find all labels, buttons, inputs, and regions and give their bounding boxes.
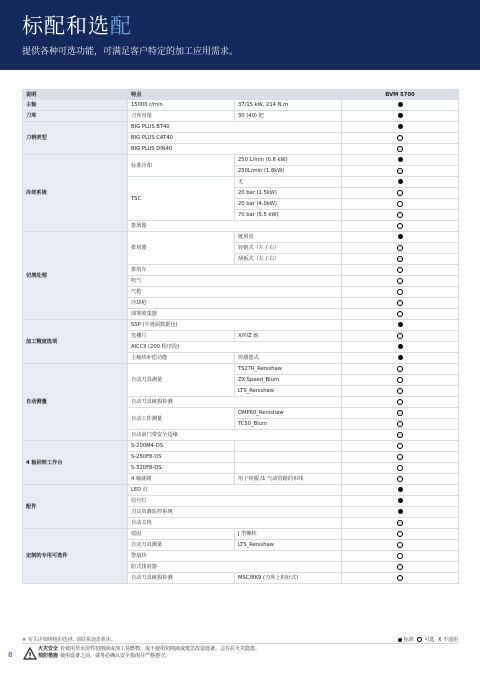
- detail-cell: 链屑盘: [235, 232, 342, 243]
- optional-icon: [397, 410, 403, 416]
- table-header-row: [23, 90, 459, 100]
- optional-icon: [397, 377, 403, 383]
- feature-cell: 冷却枪: [128, 298, 342, 309]
- detail-cell: [235, 452, 342, 463]
- mark-cell: [342, 452, 459, 463]
- title-accent: 配: [110, 14, 132, 38]
- feature-cell: 排屑器: [128, 232, 235, 265]
- feature-cell: 防式排屑器: [128, 562, 342, 573]
- optional-icon: [397, 300, 403, 306]
- standard-icon: [398, 509, 403, 514]
- legend-optional: 可选: [424, 637, 435, 643]
- mark-cell: [342, 441, 459, 452]
- feature-cell: 自动刀具测量: [128, 540, 235, 551]
- table-row: [23, 320, 459, 331]
- feature-cell: TSC: [128, 177, 235, 221]
- standard-icon: [398, 124, 403, 129]
- feature-cell: 4 轴就绪: [128, 474, 235, 485]
- mark-cell: [342, 232, 459, 243]
- mark-cell: [342, 199, 459, 210]
- mark-cell: [342, 309, 459, 320]
- mark-cell: [342, 265, 459, 276]
- detail-cell: 用于伺服 /1 气动管路的布线: [235, 474, 342, 485]
- optional-icon: [397, 289, 403, 295]
- table-row: [23, 100, 459, 111]
- page-title: [22, 14, 132, 38]
- mark-cell: [342, 177, 459, 188]
- mark-cell: [342, 408, 459, 419]
- feature-cell: 警扇块: [128, 551, 342, 562]
- optional-icon: [397, 465, 403, 471]
- feature-cell: 吹气: [128, 276, 342, 287]
- standard-icon: [398, 344, 403, 349]
- optional-icon: [397, 542, 403, 548]
- detail-cell: 30 (40) 把: [235, 111, 342, 122]
- feature-cell: S-200M4-DS: [128, 441, 235, 452]
- mark-cell: [342, 353, 459, 364]
- group-cell: 切屑处理: [23, 232, 128, 320]
- feature-cell: AICCII (200 程序段): [128, 342, 342, 353]
- group-cell: 加工精度选项: [23, 320, 128, 364]
- group-cell: 冷却系统: [23, 155, 128, 232]
- header-feature: 特点: [128, 90, 342, 100]
- optional-icon: [397, 388, 403, 394]
- mark-cell: [342, 397, 459, 408]
- mark-cell: [342, 331, 459, 342]
- feature-cell: 刀库容量: [128, 111, 235, 122]
- warning-label-1: 火灾安全: [38, 646, 59, 652]
- mark-cell: [342, 573, 459, 584]
- table-row: [23, 441, 459, 452]
- optional-icon: [397, 190, 403, 196]
- feature-cell: 标准冷却: [128, 155, 235, 177]
- mark-cell: [342, 518, 459, 529]
- detail-cell: J 型螺栓: [235, 529, 342, 540]
- legend-standard: 标准: [403, 637, 414, 643]
- mark-cell: [342, 298, 459, 309]
- spec-table: [22, 89, 459, 584]
- optional-icon: [397, 256, 403, 262]
- warning-label-2: 预防措施: [38, 653, 59, 659]
- mark-cell: [342, 100, 459, 111]
- optional-icon: [397, 212, 403, 218]
- optional-icon: [397, 278, 403, 284]
- optional-icon: [417, 637, 422, 642]
- detail-cell: 250L/min (1.8kW): [235, 166, 342, 177]
- mark-cell: [342, 342, 459, 353]
- feature-cell: 光栅尺: [128, 331, 235, 342]
- table-row: [23, 232, 459, 243]
- feature-cell: 自动刀具破损检测: [128, 573, 235, 584]
- mark-cell: [342, 287, 459, 298]
- optional-icon: [397, 476, 403, 482]
- detail-cell: 无: [235, 177, 342, 188]
- legend-not-applicable: X 不适用: [437, 637, 458, 643]
- optional-icon: [397, 531, 403, 537]
- legend: [396, 636, 458, 643]
- standard-icon: [398, 234, 403, 239]
- mark-cell: [342, 133, 459, 144]
- detail-cell: 250 L/min (0.6 kW): [235, 155, 342, 166]
- mark-cell: [342, 463, 459, 474]
- detail-cell: ZX Speed_Blum: [235, 375, 342, 386]
- feature-cell: BIG PLUS CAT40: [128, 133, 342, 144]
- mark-cell: [342, 529, 459, 540]
- optional-icon: [397, 146, 403, 152]
- feature-cell: BIG PLUS DIN40: [128, 144, 342, 155]
- detail-cell: 传感器式: [235, 353, 342, 364]
- feature-cell: 主轴热补偿功能: [128, 353, 235, 364]
- footnote: ※ 有关详细规格的选择, 请联系迪恩机床。: [22, 637, 116, 643]
- group-cell: 4 轴回转工作台: [23, 441, 128, 485]
- optional-icon: [397, 432, 403, 438]
- feature-cell: 自动前门带安全边缘: [128, 430, 342, 441]
- feature-cell: 信号灯: [128, 496, 342, 507]
- mark-cell: [342, 221, 459, 232]
- detail-cell: [235, 463, 342, 474]
- feature-cell: S-250F8-DS: [128, 452, 235, 463]
- detail-cell: 20 bar (1.5kW): [235, 188, 342, 199]
- group-cell: 自动测量: [23, 364, 128, 441]
- detail-cell: 20 bar (4.0kW): [235, 199, 342, 210]
- optional-icon: [397, 399, 403, 405]
- standard-icon: [398, 179, 403, 184]
- feature-cell: 15000 r/min: [128, 100, 235, 111]
- mark-cell: [342, 144, 459, 155]
- detail-cell: [235, 441, 342, 452]
- feature-cell: BIG PLUS BT40: [128, 122, 342, 133]
- optional-icon: [397, 564, 403, 570]
- group-cell: 配件: [23, 485, 128, 529]
- optional-icon: [397, 575, 403, 581]
- mark-cell: [342, 375, 459, 386]
- mark-cell: [342, 485, 459, 496]
- title-main: 标配和选: [22, 14, 110, 38]
- page-subtitle: 提供各种可选功能，可满足客户特定的加工应用需求。: [22, 47, 239, 57]
- feature-cell: 排屑车: [128, 265, 342, 276]
- feature-cell: SSP (平滑面数据包): [128, 320, 342, 331]
- footer-divider: [22, 643, 458, 644]
- table-row: [23, 529, 459, 540]
- standard-icon: [398, 498, 403, 503]
- mark-cell: [342, 496, 459, 507]
- mark-cell: [342, 540, 459, 551]
- header-model: BVM 5700: [342, 90, 459, 100]
- optional-icon: [397, 135, 403, 141]
- standard-icon: [398, 113, 403, 118]
- group-cell: 刀柄类型: [23, 122, 128, 155]
- table-row: [23, 155, 459, 166]
- mark-cell: [342, 320, 459, 331]
- mark-cell: [342, 551, 459, 562]
- mark-cell: [342, 474, 459, 485]
- mark-cell: [342, 188, 459, 199]
- mark-cell: [342, 166, 459, 177]
- group-cell: 定制的专用可选件: [23, 529, 128, 584]
- page-number: 8: [8, 651, 13, 659]
- optional-icon: [397, 267, 403, 273]
- mark-cell: [342, 430, 459, 441]
- feature-cell: 镗固: [128, 529, 235, 540]
- feature-cell: 刀具负载监控系统: [128, 507, 342, 518]
- optional-icon: [397, 443, 403, 449]
- mark-cell: [342, 419, 459, 430]
- optional-icon: [397, 454, 403, 460]
- mark-cell: [342, 210, 459, 221]
- optional-icon: [397, 333, 403, 339]
- mark-cell: [342, 507, 459, 518]
- optional-icon: [397, 168, 403, 174]
- detail-cell: 70 bar (5.5 kW): [235, 210, 342, 221]
- optional-icon: [397, 311, 403, 317]
- mark-cell: [342, 254, 459, 265]
- optional-icon: [397, 245, 403, 251]
- optional-icon: [397, 520, 403, 526]
- optional-icon: [397, 201, 403, 207]
- standard-icon: [398, 487, 403, 492]
- detail-cell: X/Y/Z 轴: [235, 331, 342, 342]
- detail-cell: MSC/BK9 (刀库上的针式): [235, 573, 342, 584]
- feature-cell: 气枪: [128, 287, 342, 298]
- feature-cell: 油雾收集器: [128, 309, 342, 320]
- detail-cell: 铰链式（左 / 右）: [235, 243, 342, 254]
- table-row: [23, 111, 459, 122]
- detail-cell: 刮板式（左 / 右）: [235, 254, 342, 265]
- standard-icon: [398, 638, 402, 642]
- table-row: [23, 485, 459, 496]
- mark-cell: [342, 562, 459, 573]
- header-desc: 说明: [23, 90, 128, 100]
- mark-cell: [342, 386, 459, 397]
- warning-text-2: 使用设备之前，请务必确认安全指南并严格遵守。: [60, 653, 171, 659]
- optional-icon: [397, 421, 403, 427]
- table-row: [23, 122, 459, 133]
- feature-cell: 自动刀具破损检测: [128, 397, 342, 408]
- warning-block: [38, 646, 260, 660]
- table-row: [23, 364, 459, 375]
- header-banner: [0, 0, 480, 70]
- feature-cell: S-320F8-DS: [128, 463, 235, 474]
- mark-cell: [342, 155, 459, 166]
- standard-icon: [398, 322, 403, 327]
- standard-icon: [398, 102, 403, 107]
- warning-text-1: 若使用非水溶性切削液或加工易燃物，或不使用切削液或缓急改造设备，会存在火灾隐患。: [60, 646, 261, 652]
- detail-cell: OMP60_Renishaw: [235, 408, 342, 419]
- detail-cell: LTS_Renishaw: [235, 386, 342, 397]
- feature-cell: 自动工件测量: [128, 408, 235, 430]
- detail-cell: TC50_Blum: [235, 419, 342, 430]
- detail-cell: 37/15 kW, 214 N.m: [235, 100, 342, 111]
- optional-icon: [397, 223, 403, 229]
- feature-cell: 排屑器: [128, 221, 342, 232]
- mark-cell: [342, 111, 459, 122]
- mark-cell: [342, 364, 459, 375]
- standard-icon: [398, 157, 403, 162]
- group-cell: 刀库: [23, 111, 128, 122]
- detail-cell: LTS_Renishaw: [235, 540, 342, 551]
- optional-icon: [397, 366, 403, 372]
- feature-cell: LED 灯: [128, 485, 342, 496]
- mark-cell: [342, 122, 459, 133]
- optional-icon: [397, 553, 403, 559]
- mark-cell: [342, 243, 459, 254]
- feature-cell: 自动关机: [128, 518, 342, 529]
- group-cell: 主轴: [23, 100, 128, 111]
- detail-cell: TS27R_Renishaw: [235, 364, 342, 375]
- standard-icon: [398, 355, 403, 360]
- feature-cell: 自动刀具测量: [128, 364, 235, 397]
- mark-cell: [342, 276, 459, 287]
